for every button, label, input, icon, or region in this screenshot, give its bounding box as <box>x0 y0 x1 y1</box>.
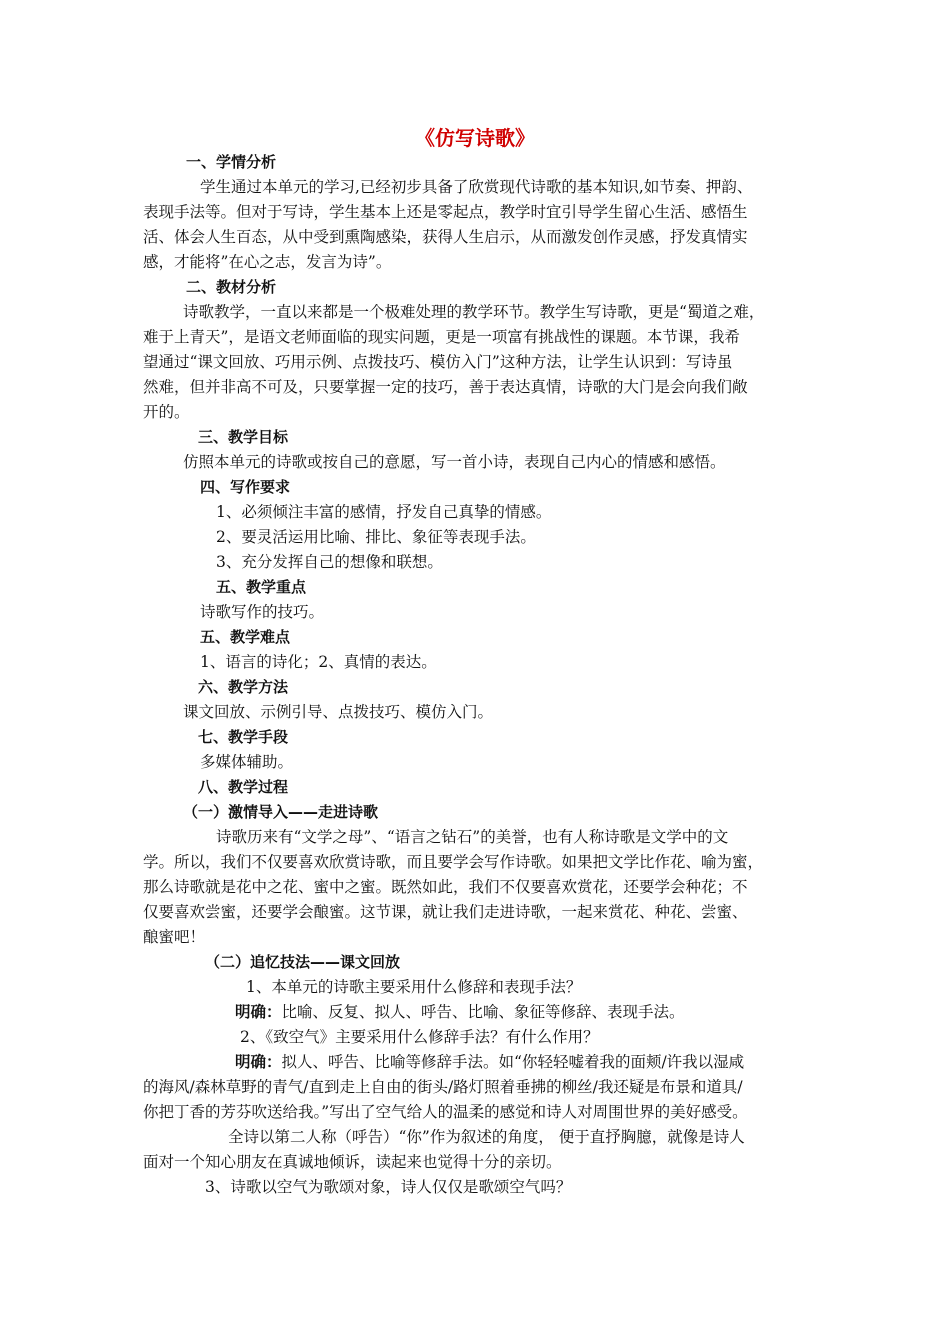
paragraph-line: 感，才能将”在心之志，发言为诗”。 <box>143 253 392 271</box>
answer-text: 拟人、呼告、比喻等修辞手法。如“你轻轻嘘着我的面颊/许我以湿咸 <box>281 1053 745 1071</box>
paragraph-line: 课文回放、示例引导、点拨技巧、模仿入门。 <box>183 703 494 721</box>
paragraph-line: 仅要喜欢尝蜜，还要学会酿蜜。这节课，就让我们走进诗歌，一起来赏花、种花、尝蜜、 <box>143 903 748 921</box>
paragraph-line: 的海风/森林草野的青气/直到走上自由的街头/路灯照着垂拂的柳丝/我还疑是布景和道具/ <box>143 1078 743 1096</box>
heading-teaching-goals: 三、教学目标 <box>198 428 289 446</box>
heading-material-analysis: 二、教材分析 <box>186 278 277 296</box>
paragraph-line: 你把丁香的芳芬吹送给我。”写出了空气给人的温柔的感觉和诗人对周围世界的美好感受。 <box>143 1103 748 1121</box>
paragraph-line: 望通过“课文回放、巧用示例、点拨技巧、模仿入门”这种方法，让学生认识到：写诗虽 <box>143 353 733 371</box>
paragraph-line: 表现手法等。但对于写诗，学生基本上还是零起点，教学时宜引导学生留心生活、感悟生 <box>143 203 748 221</box>
heading-teaching-focus: 五、教学重点 <box>216 578 307 596</box>
heading-teaching-process: 八、教学过程 <box>198 778 289 796</box>
list-item: 1、必须倾注丰富的感情，抒发自己真挚的情感。 <box>216 503 552 521</box>
subheading-introduction: （一）激情导入——走进诗歌 <box>183 803 379 821</box>
paragraph-line: 仿照本单元的诗歌或按自己的意愿，写一首小诗，表现自己内心的情感和感悟。 <box>183 453 726 471</box>
subheading-recall: （二）追忆技法——课文回放 <box>205 953 401 971</box>
paragraph-line: 多媒体辅助。 <box>200 753 294 771</box>
paragraph-line: 那么诗歌就是花中之花、蜜中之蜜。既然如此，我们不仅要喜欢赏花，还要学会种花；不 <box>143 878 748 896</box>
heading-learning-analysis: 一、学情分析 <box>186 153 277 171</box>
paragraph-line: 诗歌历来有“文学之母”、“语言之钻石”的美誉，也有人称诗歌是文学中的文 <box>216 828 729 846</box>
paragraph-line: 1、语言的诗化；2、真情的表达。 <box>200 653 437 671</box>
paragraph-line: 然难，但并非高不可及，只要掌握一定的技巧，善于表达真情，诗歌的大门是会向我们敞 <box>143 378 748 396</box>
paragraph-line: 面对一个知心朋友在真诚地倾诉，读起来也觉得十分的亲切。 <box>143 1153 562 1171</box>
paragraph-line: 全诗以第二人称（呼告）“你”作为叙述的角度， 便于直抒胸臆，就像是诗人 <box>228 1128 745 1146</box>
question-line: 1、本单元的诗歌主要采用什么修辞和表现手法？ <box>246 978 582 996</box>
paragraph-line: 学。所以，我们不仅要喜欢欣赏诗歌，而且要学会写作诗歌。如果把文学比作花、喻为蜜， <box>143 853 764 871</box>
paragraph-line: 开的。 <box>143 403 190 421</box>
answer-label: 明确： <box>235 1053 282 1071</box>
answer-line <box>235 1002 685 1022</box>
paragraph-line: 诗歌教学，一直以来都是一个极难处理的教学环节。教学生写诗歌，更是“蜀道之难， <box>183 303 765 321</box>
paragraph-line: 酿蜜吧！ <box>143 928 206 946</box>
question-line: 2、《致空气》主要采用什么修辞手法？有什么作用？ <box>240 1028 599 1046</box>
answer-line <box>235 1052 744 1072</box>
heading-teaching-means: 七、教学手段 <box>198 728 289 746</box>
paragraph-line: 活、体会人生百态，从中受到熏陶感染，获得人生启示，从而激发创作灵感，抒发真情实 <box>143 228 748 246</box>
list-item: 2、要灵活运用比喻、排比、象征等表现手法。 <box>216 528 536 546</box>
answer-text: 比喻、反复、拟人、呼告、比喻、象征等修辞、表现手法。 <box>281 1003 685 1021</box>
list-item: 3、充分发挥自己的想像和联想。 <box>216 553 443 571</box>
answer-label: 明确： <box>235 1003 282 1021</box>
paragraph-line: 难于上青天”，是语文老师面临的现实问题，更是一项富有挑战性的课题。本节课，我希 <box>143 328 740 346</box>
heading-teaching-method: 六、教学方法 <box>198 678 289 696</box>
heading-teaching-difficulty: 五、教学难点 <box>200 628 291 646</box>
question-line: 3、诗歌以空气为歌颂对象，诗人仅仅是歌颂空气吗？ <box>205 1178 572 1196</box>
heading-writing-requirements: 四、写作要求 <box>200 478 291 496</box>
document-title: 《仿写诗歌》 <box>415 126 535 150</box>
paragraph-line: 诗歌写作的技巧。 <box>200 603 325 621</box>
paragraph-line: 学生通过本单元的学习,已经初步具备了欣赏现代诗歌的基本知识,如节奏、押韵、 <box>200 178 753 196</box>
